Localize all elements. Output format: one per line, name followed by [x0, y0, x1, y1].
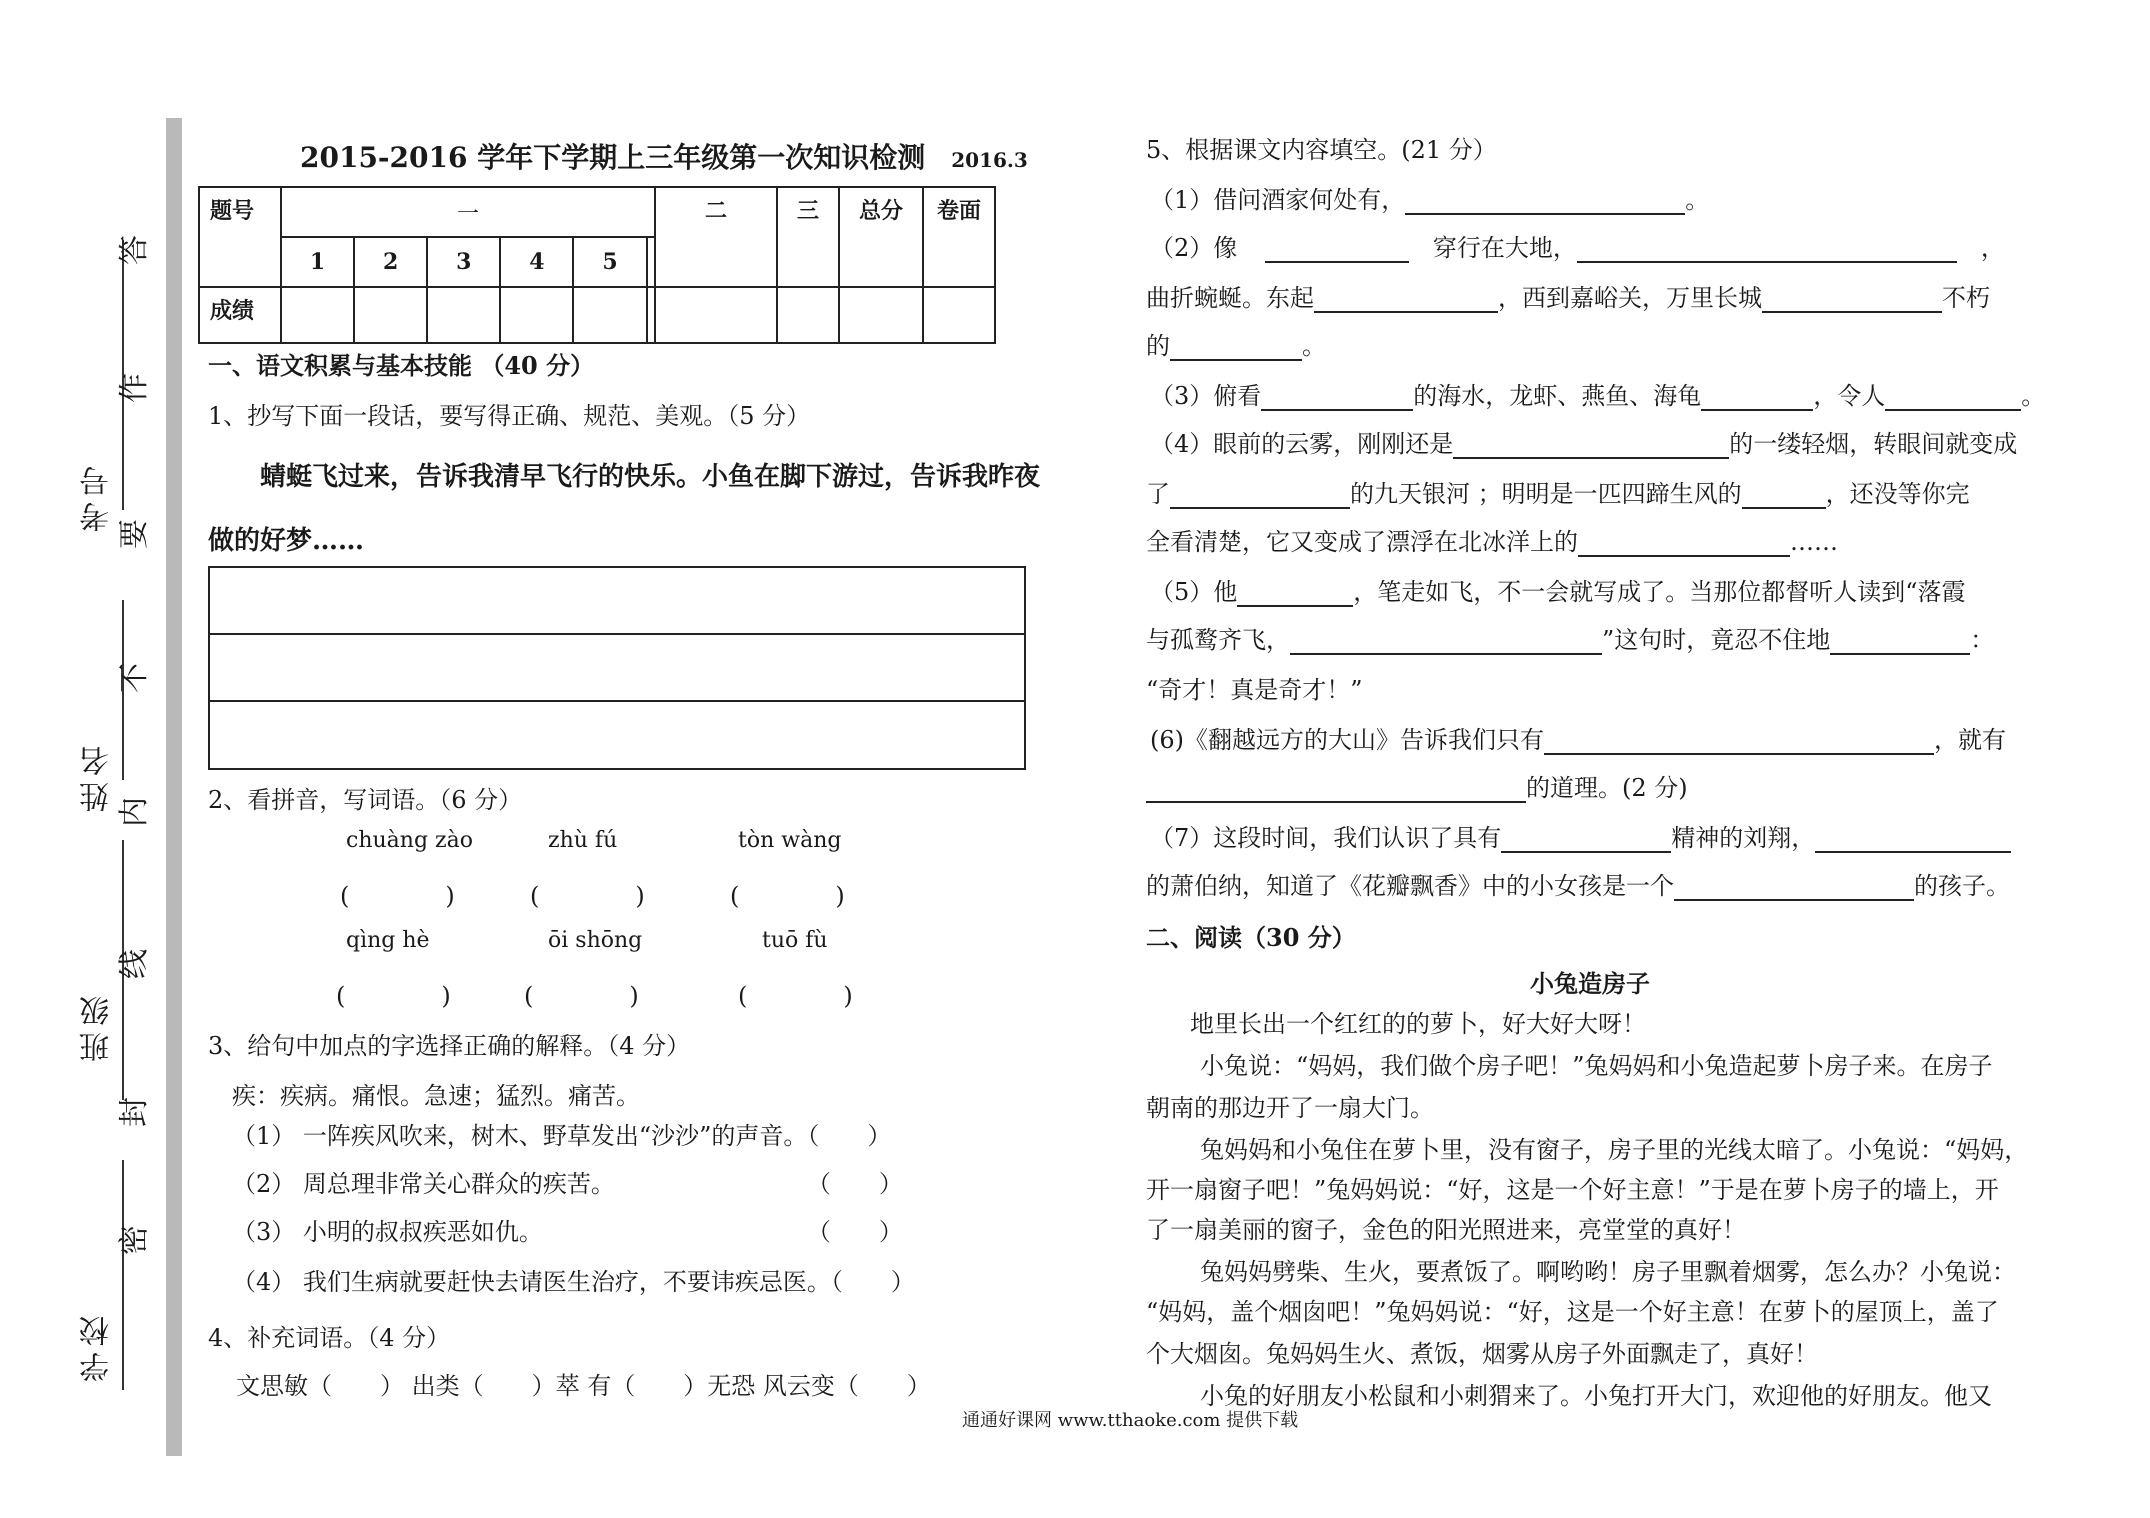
text: （7）这段时间，我们认识了具有 — [1150, 824, 1502, 852]
fill-line — [1150, 228, 2005, 263]
text: 全看清楚，它又变成了漂浮在北冰洋上的 — [1146, 528, 1578, 556]
table-header: 卷面 — [923, 187, 995, 287]
text: 与孤鹜齐飞， — [1146, 626, 1290, 654]
answer-blank[interactable] — [1314, 286, 1498, 313]
copy-text-line: 蜻蜓飞过来，告诉我清早飞行的快乐。小鱼在脚下游过，告诉我昨夜 — [260, 462, 1041, 492]
pinyin: zhù fú — [548, 828, 618, 853]
text: 穿行在大地， — [1432, 234, 1577, 262]
seal-char: 答 — [117, 235, 152, 265]
q4-items: 文思敏（ ） 出类（ ）萃 有（ ）无恐 风云变（ ） — [236, 1372, 931, 1400]
answer-blank[interactable] — [1544, 728, 1934, 755]
table-header: 一 — [281, 187, 655, 237]
text: （3）俯看 — [1150, 382, 1262, 410]
fill-line — [1146, 522, 1838, 557]
table-header: 总分 — [839, 187, 923, 287]
seal-char: 不 — [117, 663, 152, 693]
answer-blank[interactable]: ( ) — [524, 982, 639, 1010]
answer-blank[interactable] — [1577, 236, 1957, 263]
fill-line — [1146, 278, 1990, 313]
text: 的海水，龙虾、燕鱼、海龟 — [1413, 382, 1702, 410]
q3-item: （3） 小明的叔叔疾恶如仇。 （ ） — [232, 1218, 903, 1246]
table-cell[interactable] — [839, 287, 923, 343]
table-cell[interactable] — [647, 287, 655, 343]
fill-line — [1150, 180, 1709, 215]
table-cell[interactable] — [500, 287, 573, 343]
answer-blank[interactable]: ( ) — [336, 982, 451, 1010]
label-class: 班级 — [80, 990, 115, 1062]
answer-blank[interactable] — [1701, 384, 1813, 411]
text: （1）借问酒家何处有， — [1150, 186, 1406, 214]
story-line: 小兔的好朋友小松鼠和小刺猬来了。小兔打开大门，欢迎他的好朋友。他又 — [1200, 1382, 1992, 1410]
pinyin: ōi shōng — [548, 928, 643, 953]
table-cell[interactable] — [573, 287, 646, 343]
pinyin: tòn wàng — [738, 828, 842, 853]
table-cell[interactable] — [281, 287, 354, 343]
seal-char: 内 — [117, 797, 152, 827]
table-cell[interactable] — [777, 287, 839, 343]
table-cell[interactable] — [427, 287, 500, 343]
table-cell[interactable] — [655, 287, 777, 343]
text: 的一缕轻烟，转眼间就变成 — [1729, 430, 2018, 458]
seal-char: 密 — [117, 1225, 152, 1255]
story-line: 朝南的那边开了一扇大门。 — [1146, 1094, 1434, 1122]
text: 的萧伯纳，知道了《花瓣飘香》中的小女孩是一个 — [1146, 872, 1674, 900]
text: 的 — [1146, 332, 1170, 360]
text: ”这句时，竟忍不住地 — [1602, 626, 1831, 654]
fill-line — [1146, 866, 2010, 901]
section-heading: 二、阅读（30 分） — [1146, 923, 1356, 952]
question-5: 5、根据课文内容填空。(21 分） — [1146, 136, 1497, 164]
score-table — [198, 186, 996, 344]
page-title — [300, 136, 1028, 176]
table-subheader: 2 — [354, 237, 427, 287]
table-subheader: 5 — [573, 237, 646, 287]
label-school: 学校 — [80, 1310, 115, 1382]
label-exam-number: 考号 — [80, 460, 115, 532]
story-title: 小兔造房子 — [1530, 969, 1650, 998]
title-text: 2015-2016 学年下学期上三年级第一次知识检测 — [300, 141, 926, 174]
answer-blank[interactable] — [1453, 432, 1729, 459]
story-line: 兔妈妈和小兔住在萝卜里，没有窗子，房子里的光线太暗了。小兔说：“妈妈， — [1200, 1136, 2029, 1164]
fill-line — [1150, 720, 2006, 755]
text: （4）眼前的云雾，刚刚还是 — [1150, 430, 1454, 458]
text: ， — [1980, 234, 2005, 262]
seal-char: 线 — [117, 949, 152, 979]
answer-blank[interactable] — [1170, 482, 1350, 509]
binding-bar — [166, 118, 182, 1456]
story-line: 个大烟囱。兔妈妈生火、煮饭，烟雾从房子外面飘走了，真好！ — [1146, 1340, 1818, 1368]
answer-blank[interactable] — [1265, 236, 1409, 263]
divider — [122, 1160, 124, 1390]
question-4: 4、补充词语。（4 分） — [208, 1324, 451, 1352]
fill-line — [1146, 620, 1994, 655]
table-subheader: 3 — [427, 237, 500, 287]
answer-blank[interactable] — [1290, 628, 1602, 655]
answer-blank[interactable] — [1146, 776, 1526, 803]
q3-item: （1） 一阵疾风吹来，树木、野草发出“沙沙”的声音。（ ） — [232, 1122, 892, 1150]
pinyin: tuō fù — [762, 928, 828, 953]
title-date: 2016.3 — [951, 148, 1028, 172]
answer-blank[interactable] — [1885, 384, 2021, 411]
definition-list: 疾：疾病。痛恨。急速；猛烈。痛苦。 — [232, 1082, 640, 1110]
text: （2）像 — [1150, 234, 1238, 262]
table-header: 三 — [777, 187, 839, 287]
text: ，还没等你完 — [1825, 480, 1970, 508]
answer-blank[interactable] — [1405, 188, 1685, 215]
story-line: 开一扇窗子吧！”兔妈妈说：“好，这是一个好主意！”于是在萝卜房子的墙上，开 — [1146, 1176, 1999, 1204]
seal-char: 要 — [117, 519, 152, 549]
story-line: 小兔说：“妈妈，我们做个房子吧！”兔妈妈和小兔造起萝卜房子来。在房子 — [1200, 1052, 1993, 1080]
pinyin: chuàng zào — [346, 828, 473, 853]
label-name: 姓名 — [80, 740, 115, 812]
table-subheader: 4 — [500, 237, 573, 287]
table-subheader: 1 — [281, 237, 354, 287]
answer-blank[interactable] — [1762, 286, 1942, 313]
table-cell[interactable] — [923, 287, 995, 343]
section-heading: 一、语文积累与基本技能 （40 分） — [208, 351, 595, 380]
question-3: 3、给句中加点的字选择正确的解释。（4 分） — [208, 1032, 691, 1060]
text: 的道理。(2 分) — [1526, 774, 1688, 802]
answer-blank[interactable] — [1578, 530, 1790, 557]
fill-line — [1146, 474, 1970, 509]
divider — [210, 633, 1024, 635]
table-header: 二 — [655, 187, 777, 287]
fill-line — [1146, 326, 1326, 361]
fill-line — [1150, 424, 2017, 459]
text: (6)《翻越远方的大山》告诉我们只有 — [1150, 726, 1544, 754]
text: 。 — [2021, 382, 2046, 410]
fill-line — [1146, 768, 1688, 803]
text: 的九天银河 ；明明是一匹四蹄生风的 — [1350, 480, 1742, 508]
answer-blank[interactable] — [1170, 334, 1302, 361]
answer-blank[interactable] — [1742, 482, 1826, 509]
copy-text-line: 做的好梦…… — [208, 526, 365, 556]
fill-line — [1150, 572, 1966, 607]
seal-char: 作 — [117, 373, 152, 403]
table-row-label: 成绩 — [199, 287, 281, 343]
text: 了 — [1146, 480, 1170, 508]
seal-char: 封 — [117, 1097, 152, 1127]
footer-source: 通通好课网 www.tthaoke.com 提供下载 — [962, 1410, 1299, 1431]
text: ： — [1970, 626, 1995, 654]
fill-line — [1150, 376, 2045, 411]
answer-blank[interactable] — [1830, 628, 1970, 655]
answer-blank[interactable] — [1237, 580, 1353, 607]
text: 曲折蜿蜒。东起 — [1146, 284, 1314, 312]
answer-blank[interactable] — [1674, 874, 1914, 901]
question-2: 2、看拼音，写词语。（6 分） — [208, 786, 523, 814]
copy-writing-box[interactable] — [208, 566, 1026, 770]
story-line: 兔妈妈劈柴、生火，要煮饭了。啊哟哟！房子里飘着烟雾，怎么办？小兔说： — [1200, 1258, 2016, 1286]
text: 精神的刘翔， — [1671, 824, 1816, 852]
text: ，笔走如飞，不一会就写成了。当那位都督听人读到“落霞 — [1353, 578, 1966, 606]
table-header: 题号 — [199, 187, 281, 287]
q3-item: （4） 我们生病就要赶快去请医生治疗，不要讳疾忌医。（ ） — [232, 1268, 915, 1296]
table-cell[interactable] — [354, 287, 427, 343]
divider — [210, 700, 1024, 702]
pinyin: qìng hè — [346, 928, 430, 953]
answer-blank[interactable]: ( ) — [738, 982, 853, 1010]
text: （5）他 — [1150, 578, 1238, 606]
text: 不朽 — [1942, 284, 1990, 312]
answer-blank[interactable]: ( ) — [530, 882, 645, 910]
text: ，西到嘉峪关，万里长城 — [1498, 284, 1762, 312]
text: ，令人 — [1813, 382, 1886, 410]
text: 。 — [1302, 332, 1326, 360]
text: ，就有 — [1934, 726, 2006, 754]
fill-line — [1150, 818, 2011, 853]
answer-blank[interactable] — [1815, 826, 2011, 853]
answer-blank[interactable] — [1501, 826, 1671, 853]
answer-blank[interactable]: ( ) — [730, 882, 845, 910]
text: 的孩子。 — [1914, 872, 2010, 900]
text: 。 — [1685, 186, 1710, 214]
q3-item: （2） 周总理非常关心群众的疾苦。 （ ） — [232, 1170, 903, 1198]
text: …… — [1790, 528, 1838, 556]
question-1: 1、抄写下面一段话，要写得正确、规范、美观。（5 分） — [208, 402, 811, 430]
answer-blank[interactable]: ( ) — [340, 882, 455, 910]
quote-line: “奇才！真是奇才！” — [1146, 676, 1363, 704]
story-line: 地里长出一个红红的的萝卜，好大好大呀！ — [1190, 1010, 1646, 1038]
answer-blank[interactable] — [1261, 384, 1413, 411]
story-line: 了一扇美丽的窗子，金色的阳光照进来，亮堂堂的真好！ — [1146, 1216, 1746, 1244]
story-line: “妈妈，盖个烟囱吧！”兔妈妈说：“好，这是一个好主意！在萝卜的屋顶上，盖了 — [1146, 1298, 1999, 1326]
table-subheader — [647, 237, 655, 287]
